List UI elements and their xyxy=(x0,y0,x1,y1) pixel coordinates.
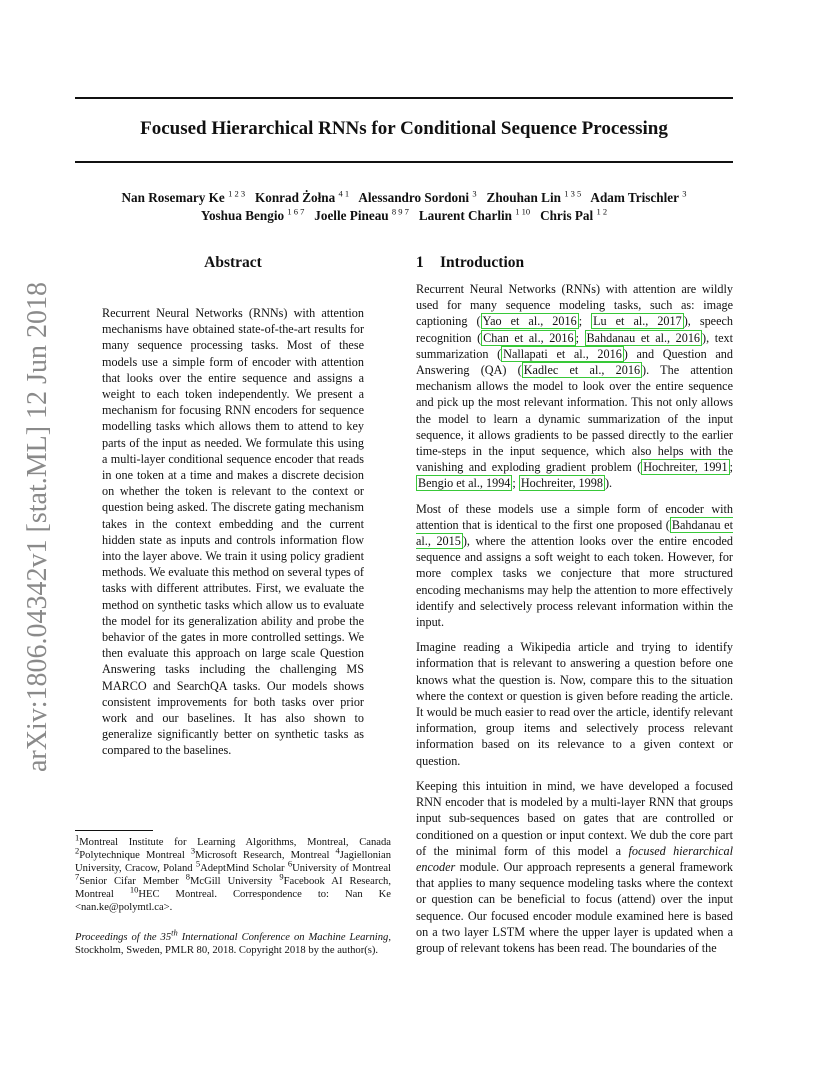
section-number: 1 xyxy=(416,254,424,271)
paragraph xyxy=(416,281,733,492)
abstract-heading: Abstract xyxy=(204,254,262,271)
footnote-marker: 2 xyxy=(75,845,80,856)
footnote-rule xyxy=(75,830,153,831)
proceedings-ordinal: th xyxy=(171,927,178,938)
citation-link[interactable]: Bahdanau et al., 2015 xyxy=(416,517,733,549)
paragraph-text: ), speech recognition ( xyxy=(416,314,733,345)
footnote-text: Jagiellonian University, Cracow, Poland xyxy=(75,850,391,874)
author-name: Nan Rosemary Ke xyxy=(121,190,225,205)
paragraph: Imagine reading a Wikipedia article and trying to identify information that is relevant to answering a question before one knows what the question is. Now, compare this to the situation where the context or question is given before reading the article. It would be much easier to read over the article, identify relevant information, group items and selectively process relevant information based on its relevance to a given context or question. xyxy=(416,640,733,768)
author-affiliation: 8 9 7 xyxy=(391,206,409,217)
author-name: Joelle Pineau xyxy=(314,208,389,223)
paragraph-text: ), text summarization ( xyxy=(416,330,733,361)
author-line-2 xyxy=(75,207,733,225)
author-affiliation: 3 xyxy=(472,188,477,199)
paragraph-text: ; xyxy=(512,476,519,491)
footnote-text: HEC Montreal. Correspondence to: Nan Ke <nan.ke@polymtl.ca>. xyxy=(75,889,391,913)
author-name: Konrad Żołna xyxy=(254,190,336,205)
emphasized-term: focused hierarchical encoder xyxy=(416,843,733,874)
paragraph-text: Recurrent Neural Networks (RNNs) with attention are wildly used for many sequence modeling tasks, such as: image captioning ( xyxy=(416,282,733,329)
title-top-rule xyxy=(75,97,733,99)
footnote-marker: 6 xyxy=(287,858,293,869)
citation-link[interactable]: Hochreiter, 1991 xyxy=(643,460,728,475)
citation-link[interactable]: Hochreiter, 1998 xyxy=(520,476,603,491)
proceedings-venue-rest: International Conference on Machine Learning xyxy=(177,932,389,943)
author-list xyxy=(75,189,733,225)
title-bottom-rule xyxy=(75,161,733,163)
footnote-marker: 10 xyxy=(129,884,139,895)
footnote-marker: 5 xyxy=(195,858,201,869)
footnote-text: Montreal Institute for Learning Algorithms, Montreal, Canada xyxy=(79,837,391,848)
footnote-text: Polytechnique Montreal xyxy=(79,850,191,861)
author-line-1 xyxy=(75,189,733,207)
footnote-marker: 3 xyxy=(190,845,196,856)
footnote-marker: 7 xyxy=(75,871,80,882)
footnote-marker: 9 xyxy=(279,871,284,882)
author-affiliation: 1 3 5 xyxy=(564,188,582,199)
citation-link[interactable]: Lu et al., 2017 xyxy=(593,314,682,329)
citation-link[interactable]: Nallapati et al., 2016 xyxy=(503,346,622,361)
paragraph-text: ). xyxy=(604,476,613,491)
citation-link[interactable]: Yao et al., 2016 xyxy=(482,314,577,329)
proceedings-notice xyxy=(75,927,391,957)
footnote-text: Microsoft Research, Montreal xyxy=(195,850,336,861)
footnote-text: McGill University xyxy=(189,876,280,887)
footnote-text: University of Montreal xyxy=(292,863,391,874)
paragraph-text: ; xyxy=(575,330,585,345)
paragraph-text: module. Our approach represents a general framework that applies to many sequence modeling tasks where the context or question can be beneficial to focus (attend) over the input sequence. Our focused encoder module examined here is based on a two layer LSTM where the upper layer is updated when a group of relevant tokens has been read. The boundaries of the xyxy=(416,859,733,955)
section-heading xyxy=(416,254,733,272)
author-name: Zhouhan Lin xyxy=(486,190,561,205)
author-name: Chris Pal xyxy=(540,208,594,223)
section-title: Introduction xyxy=(440,254,525,271)
footnote-marker: 8 xyxy=(185,871,190,882)
paragraph-text: ), where the attention looks over the entire encoded sequence and assigns a soft weight to each token. However, for more complex tasks we conjecture that more structured encoding mechanisms may help the attention to more effectively identify and selectively process relevant information within the input. xyxy=(416,534,733,630)
affiliation-footnote xyxy=(75,832,392,914)
paragraph-text: ; xyxy=(578,314,592,329)
abstract-text: Recurrent Neural Networks (RNNs) with attention mechanisms have obtained state-of-the-art results for many sequence processing tasks. Most of these models use a simple form of encoder with attention that looks over the entire sequence and assigns a weight to each token independently. We present a mechanism for focusing RNN encoders for sequence modelling tasks which allows them to attend to key parts of the input as needed. We formulate this using a multi-layer conditional sequence encoder that reads in one token at a time and makes a discrete decision on whether the token is relevant to the context or question being asked. The discrete gating mechanism takes in the context embedding and the current hidden state as inputs and controls information flow into the layer above. We train it using policy gradient methods. We evaluate this method on several types of tasks with different attributes. First, we evaluate the method on synthetic tasks which allow us to evaluate the model for its generalization ability and probe the behavior of the gates in more controlled settings. We then evaluate this approach on large scale Question Answering tasks including the challenging MS MARCO and SearchQA tasks. Our models shows consistent improvements for both tasks over prior work and our baselines. It has also shown to generalize significantly better on synthetic tasks as compared to the baselines. xyxy=(102,306,364,758)
paragraph-text: Keeping this intuition in mind, we have developed a focused RNN encoder that is modeled by a multi-layer RNN that groups input sub-sequences based on gates that are controlled or conditioned on a question or input context. We dub the core part of the minimal form of this model a xyxy=(416,778,733,858)
author-affiliation: 1 2 xyxy=(596,206,608,217)
footnote-text: AdeptMind Scholar xyxy=(200,863,288,874)
footnote-text: Senior Cifar Member xyxy=(79,876,186,887)
citation-link[interactable]: Bahdanau et al., 2016 xyxy=(586,330,701,345)
footnote-marker: 1 xyxy=(75,832,80,843)
paragraph-text: ). The attention mechanism allows the model to look over the entire sequence and pick up the most relevant information. This not only allows the model to learn a dynamic summarization of the input sequence, it allows gradients to be passed directly to the earlier time-steps in the input sequence, which also helps with the vanishing and exploding gradient problem ( xyxy=(416,363,734,475)
author-name: Laurent Charlin xyxy=(418,208,512,223)
citation-link[interactable]: Kadlec et al., 2016 xyxy=(523,363,641,378)
paragraph-text: Most of these models use a simple form of encoder with attention that is identical to the first one proposed ( xyxy=(416,501,733,532)
author-name: Yoshua Bengio xyxy=(200,208,285,223)
citation-link[interactable]: Chan et al., 2016 xyxy=(483,330,574,345)
proceedings-venue: Proceedings of the 35 xyxy=(75,932,172,943)
intro-body xyxy=(416,281,733,965)
footnote-text: Facebook AI Research, Montreal xyxy=(75,876,392,900)
author-name: Adam Trischler xyxy=(590,190,679,205)
proceedings-details: , Stockholm, Sweden, PMLR 80, 2018. Copyright 2018 by the author(s). xyxy=(75,932,391,956)
author-affiliation: 4 1 xyxy=(338,188,350,199)
author-affiliation: 1 6 7 xyxy=(287,206,305,217)
footnote-marker: 4 xyxy=(335,845,340,856)
paper-title: Focused Hierarchical RNNs for Conditional Sequence Processing xyxy=(140,118,668,139)
paragraph-text: ) and Question and Answering (QA) ( xyxy=(416,346,733,378)
author-affiliation: 3 xyxy=(682,188,687,199)
author-affiliation: 1 10 xyxy=(515,206,531,217)
paragraph xyxy=(416,501,733,631)
author-name: Alessandro Sordoni xyxy=(358,190,470,205)
citation-link[interactable]: Bengio et al., 1994 xyxy=(418,476,511,491)
author-affiliation: 1 2 3 xyxy=(228,188,246,199)
paragraph xyxy=(416,778,733,956)
paragraph-text: ; xyxy=(729,460,733,475)
arxiv-stamp: arXiv:1806.04342v1 [stat.ML] 12 Jun 2018 xyxy=(22,282,53,772)
